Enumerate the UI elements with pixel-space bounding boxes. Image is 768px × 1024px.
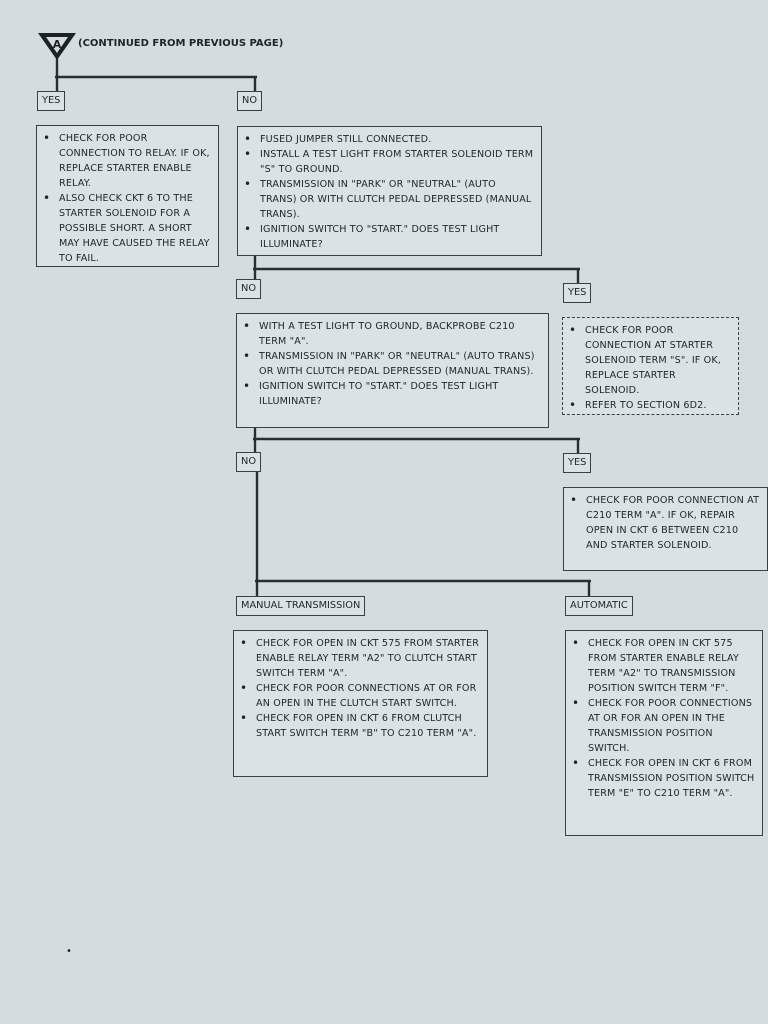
branch-no-transmission: NO (236, 452, 261, 472)
continued-note: (CONTINUED FROM PREVIOUS PAGE) (78, 38, 284, 49)
relay-check-step: • ALSO CHECK CKT 6 TO THE STARTER SOLENOID FOR A POSSIBLE SHORT. A SHORT MAY HAVE CAUSED THE RELAY TO FAIL. (59, 191, 212, 266)
c210-connection-box (563, 487, 768, 571)
relay-check-step: • CHECK FOR POOR CONNECTION TO RELAY. IF OK, REPLACE STARTER ENABLE RELAY. (59, 131, 212, 191)
relay-check-box (36, 125, 219, 267)
triangle-marker-letter: A (52, 38, 62, 51)
automatic-step: • CHECK FOR POOR CONNECTIONS AT OR FOR AN OPEN IN THE TRANSMISSION POSITION SWITCH. (588, 696, 756, 756)
solenoid-step: • CHECK FOR POOR CONNECTION AT STARTER SOLENOID TERM "S". IF OK, REPLACE STARTER SOLENOID. (585, 323, 732, 398)
test1-step: • FUSED JUMPER STILL CONNECTED. (260, 132, 535, 147)
manual-step: • CHECK FOR POOR CONNECTIONS AT OR FOR AN OPEN IN THE CLUTCH START SWITCH. (256, 681, 481, 711)
test2-step: • TRANSMISSION IN "PARK" OR "NEUTRAL" (AUTO TRANS) OR WITH CLUTCH PEDAL DEPRESSED (MANUAL TRANS). (259, 349, 542, 379)
manual-step: • CHECK FOR OPEN IN CKT 575 FROM STARTER ENABLE RELAY TERM "A2" TO CLUTCH START SWITCH TERM "A". (256, 636, 481, 681)
automatic-step: • CHECK FOR OPEN IN CKT 575 FROM STARTER ENABLE RELAY TERM "A2" TO TRANSMISSION POSITION SWITCH TERM "F". (588, 636, 756, 696)
test2-step: • WITH A TEST LIGHT TO GROUND, BACKPROBE C210 TERM "A". (259, 319, 542, 349)
branch-yes-solenoid: YES (563, 283, 591, 303)
branch-automatic: AUTOMATIC (565, 596, 633, 616)
branch-yes-c210: YES (563, 453, 591, 473)
automatic-step: • CHECK FOR OPEN IN CKT 6 FROM TRANSMISSION POSITION SWITCH TERM "E" TO C210 TERM "A". (588, 756, 756, 801)
manual-step: • CHECK FOR OPEN IN CKT 6 FROM CLUTCH START SWITCH TERM "B" TO C210 TERM "A". (256, 711, 481, 741)
branch-manual-transmission: MANUAL TRANSMISSION (236, 596, 365, 616)
solenoid-step: • REFER TO SECTION 6D2. (585, 398, 732, 413)
branch-no-test1: NO (237, 91, 262, 111)
test1-step: • INSTALL A TEST LIGHT FROM STARTER SOLENOID TERM "S" TO GROUND. (260, 147, 535, 177)
automatic-transmission-box (565, 630, 763, 836)
branch-no-test2: NO (236, 279, 261, 299)
test2-step: • IGNITION SWITCH TO "START." DOES TEST LIGHT ILLUMINATE? (259, 379, 542, 409)
test-light-solenoid-box (237, 126, 542, 256)
test1-step: • IGNITION SWITCH TO "START." DOES TEST LIGHT ILLUMINATE? (260, 222, 535, 252)
c210-step: • CHECK FOR POOR CONNECTION AT C210 TERM "A". IF OK, REPAIR OPEN IN CKT 6 BETWEEN C210 AND STARTER SOLENOID. (586, 493, 761, 553)
test1-step: • TRANSMISSION IN "PARK" OR "NEUTRAL" (AUTO TRANS) OR WITH CLUTCH PEDAL DEPRESSED (MANUAL TRANS). (260, 177, 535, 222)
page-mark: • (66, 946, 72, 957)
test-light-c210-box (236, 313, 549, 428)
branch-yes-relay: YES (37, 91, 65, 111)
starter-solenoid-box (562, 317, 739, 415)
manual-transmission-box (233, 630, 488, 777)
